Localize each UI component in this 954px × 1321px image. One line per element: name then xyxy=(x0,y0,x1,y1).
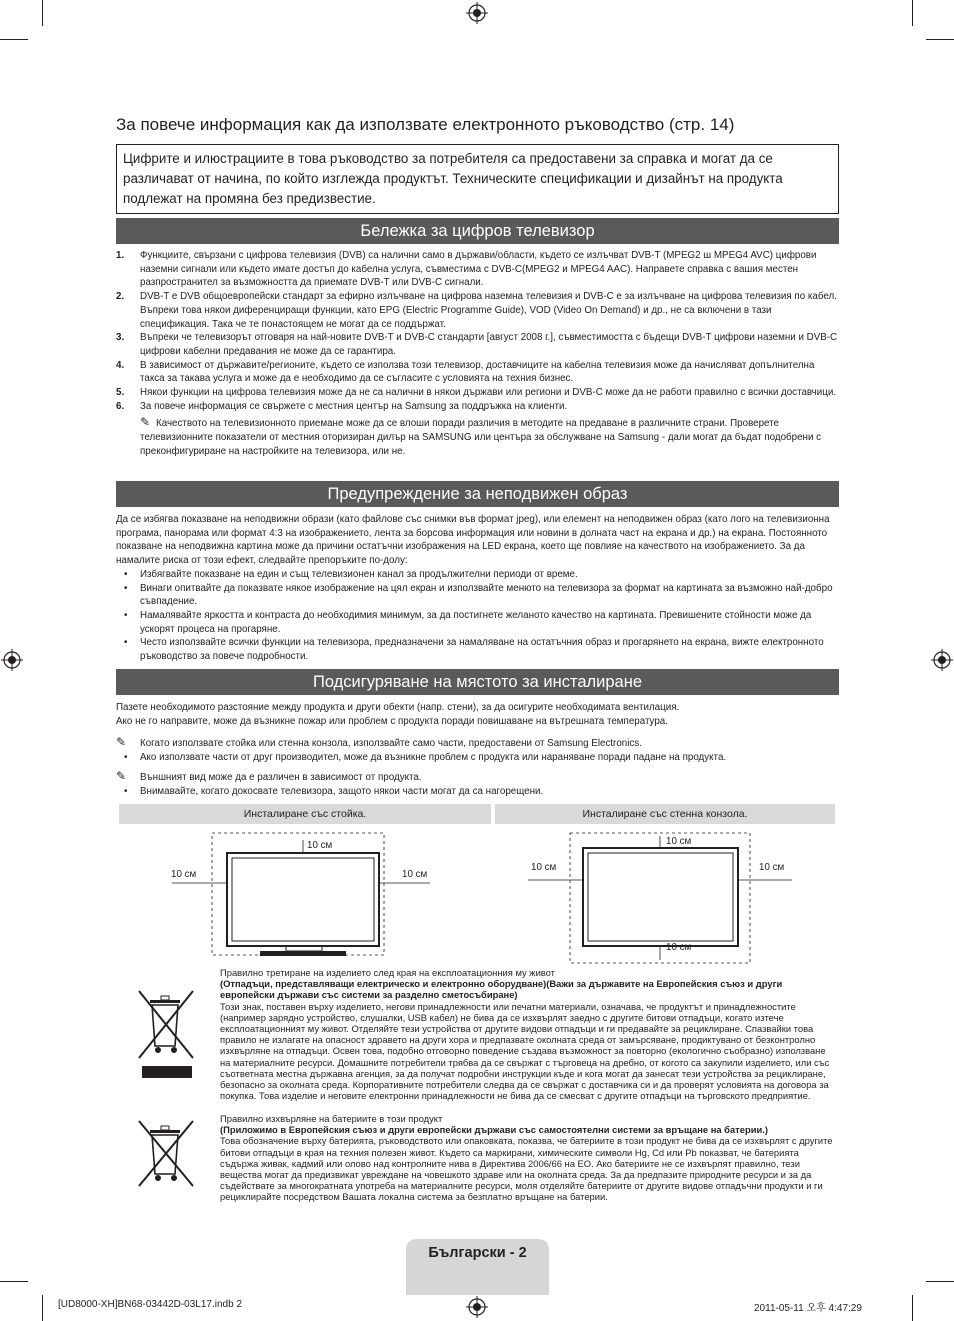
weee-subtitle: (Отпадъци, представляващи електрическо и електронно оборудване)(Важи за държавите на Европейския съюз и други европейски държави със системи за разделно сметосъбиране) xyxy=(220,978,783,1001)
crop-mark xyxy=(42,0,43,26)
weee-body: Този знак, поставен върху изделието, негови принадлежности или печатни материали, означава, че продуктът и принадлежностите (например зарядно устройство, слушалки, USB кабел) не бива да се изхвърлят заедно с другите битови отпадъци, когато изтече експлоатационният му живот. Отделяйте тези устройства от другите видови отпадъци и ги предавайте за рециклиране. Спазвайки това правило не излагате на опасност здравето на други хора и предпазвате околната среда от замърсяване, продиктувано от безконтролно изхвърляне на отпадъци. Освен това, подобно отговорно поведение създава възможност за повторно (екологично съобразно) използване на материалните ресурси. Домашните потребители трябва да се свържат с търговеца на дребно, от когото са закупили изделието, или със съответната местна държавна агенция, за да получат подробни инструкции къде и кога могат да занесат тези устройства за рециклиране, безопасно за околната среда. Корпоративните потребители следва да се свържат с доставчика си и да проверят условията на договора за покупка. Това изделие и неговите електронни принадлежности не бива да се смесват с другите отпадъци на търговското предприятие. xyxy=(220,1000,830,1102)
battery-disposal-text xyxy=(220,1113,836,1203)
list-item: • Избягвайте показване на един и същ телевизионен канал за продължителни периоди от време. xyxy=(116,568,838,582)
crop-mark xyxy=(0,1281,28,1282)
crossed-out-battery-bin-icon xyxy=(136,1118,196,1190)
list-item: • Винаги опитвайте да показвате някое изображение на цял екран и използвайте менюто на телевизора за формат на картината за възможно най-добро съвпадение. xyxy=(116,582,838,609)
list-item: 5. Някои функции на цифрова телевизия може да не са налични в някои държави или региони и DVB-C може да не работи правилно с всички доставчици. xyxy=(116,387,837,399)
crossed-out-bin-icon xyxy=(136,988,196,1080)
clearance-top-label: 10 см xyxy=(307,840,333,851)
clearance-left-label: 10 см xyxy=(531,862,557,873)
page-title: За повече информация как да използвате електронното ръководство (стр. 14) xyxy=(116,115,735,134)
clearance-right-label: 10 см xyxy=(759,862,785,873)
still-image-tips xyxy=(116,568,838,664)
registration-mark-icon xyxy=(1,649,23,671)
weee-title: Правилно третиране на изделието след края на експлоатационния му живот xyxy=(220,967,555,978)
list-item: • Намалявайте яркостта и контраста до необходимия минимум, за да постигнете желаното качество на картината. Превишените стойности може да ускорят процеса на прогаряне. xyxy=(116,609,838,636)
list-item: 6. За повече информация се свържете с местния център на Samsung за поддръжка на клиенти. xyxy=(116,400,568,412)
list-item: • Внимавайте, когато докосвате телевизора, защото някои части могат да са нагорещени. xyxy=(116,785,838,799)
file-slug: [UD8000-XH]BN68-03442D-03L17.indb 2 xyxy=(58,1299,243,1310)
note-pencil-icon: ✎ xyxy=(140,415,151,430)
note-item: ✎ Качеството на телевизионното приемане може да се влоши поради различия в методите на предаване в различните страни. Проверете телевизионните показатели от местния оторизиран дилър на SAMSUNG или центъра за обслужване на Samsung - дали могат да бъдат подобрени с преконфигуриране на настройките на телевизора, или не. xyxy=(140,415,822,457)
clearance-left-label: 10 см xyxy=(171,869,197,880)
installation-note-1: ✎ Когато използвате стойка или стенна конзола, използвайте само части, предоставени от Samsung Electronics. • Ако използвате части от друг производител, може да възникне проблем с продукта или нараняване поради падане на продукта. xyxy=(116,736,838,764)
list-item: 3. Въпреки че телевизорът отговаря на най-новите DVB-T и DVB-C стандарти [август 2008 г.], съвместимостта с бъдещи DVB-T цифрови наземни и DVB-C цифрови кабелни предавания не може да се гарантира. xyxy=(116,332,838,357)
registration-mark-icon xyxy=(466,1296,488,1318)
section-heading-still-image: Предупреждение за неподвижен образ xyxy=(116,481,839,507)
disclaimer-box: Цифрите и илюстрациите в това ръководство за потребителя са предоставени за справка и могат да се различават от начина, по който изглежда продуктът. Техническите спецификации и дизайнът на продукта подлежат на промяна без предизвестие. xyxy=(116,144,839,214)
print-timestamp: 2011-05-11 오후 4:47:29 xyxy=(754,1303,862,1314)
list-item: 2. DVB-T е DVB общоевропейски стандарт за ефирно излъчване на цифрова наземна телевизия и DVB-C е за излъчване на цифрова телевизия по кабел. Въпреки това някои диференциращи функции, като EPG (Electric Programme Guide), VOD (Video On Demand) и др., не са включени в тази спецификация. Така че те понастоящем не могат да се поддържат. xyxy=(116,291,837,330)
list-item: 1. Функциите, свързани с цифрова телевизия (DVB) са налични само в държави/области, където се излъчват DVB-T (MPEG2 ш MPEG4 AVC) цифрови наземни сигнали или където имате достъп до кабелна услуга, съвместима с DVB-C(MPEG2 и MPEG4 AAC). Направете справка с вашия местен разпространител за възможността да приемате DVB-T или DVB-C сигнали. xyxy=(116,250,817,289)
registration-mark-icon xyxy=(931,649,953,671)
note-pencil-icon: ✎ xyxy=(116,769,127,783)
crop-mark xyxy=(912,0,913,26)
still-image-content xyxy=(116,513,838,664)
registration-mark-icon xyxy=(466,2,488,24)
list-item: • Ако използвате части от друг производител, може да възникне проблем с продукта или нараняване поради падане на продукта. xyxy=(116,751,838,765)
installation-note-2: ✎ Външният вид може да е различен в зависимост от продукта. • Внимавайте, когато докосвате телевизора, защото някои части могат да са нагорещени. xyxy=(116,770,838,798)
section-heading-installation: Подсигуряване на мястото за инсталиране xyxy=(116,669,839,695)
crop-mark xyxy=(912,1295,913,1321)
crop-mark xyxy=(0,39,28,40)
clearance-right-label: 10 см xyxy=(402,869,428,880)
battery-body: Това обозначение върху батерията, ръководството или опаковката, показва, че батериите в този продукт не бива да се изхвърлят с другите битови отпадъци в края на техния полезен живот. Където са маркирани, химическите символи Hg, Cd или Pb показват, че батерията съдържа живак, кадмий или олово над контролните нива в Директива 2006/66 на ЕО. Ако батериите не се изхвърлят правилно, тези вещества могат да предизвикат увреждане на човешкото здраве или на околната среда. За да предпазите природните ресурси и за да съдействате за многократната употреба на материалните ресурси, моля отделяйте батериите от другите видове отпадъчни продукти и ги рециклирайте посредством Вашата локална система за безплатно връщане на батерии. xyxy=(220,1135,833,1203)
weee-disposal-text xyxy=(220,967,836,1101)
section-heading-digital-tv: Бележка за цифров телевизор xyxy=(116,218,839,244)
clearance-top-label: 10 см xyxy=(666,836,692,847)
stand-install-label: Инсталиране със стойка. xyxy=(119,804,491,824)
installation-intro: Пазете необходимото разстояние между продукта и други обекти (напр. стени), за да осигурите необходимата вентилация. Ако не го направите, може да възникне пожар или проблем с продукта поради повишаване на вътрешната температура. xyxy=(116,702,680,727)
still-image-intro: Да се избягва показване на неподвижни образи (като файлове със снимки във формат jpeg), или елемент на неподвижен образ (като лого на телевизионна програма, панорама или формат 4:3 на изображението, лента за борсова информация или новини в долната част на екрана и др.) на екрана. Постоянното показване на неподвижна картина може да причини остатъчни изображения на LED екрана, което ще повлияе на качеството на изображението. За да намалите риска от този ефект, следвайте препоръките по-долу: xyxy=(116,514,830,567)
crop-mark xyxy=(926,1281,954,1282)
page-number: Български - 2 xyxy=(428,1245,527,1261)
digital-tv-list xyxy=(116,249,841,459)
battery-subtitle: (Приложимо в Европейския съюз и други европейски държави със самостоятелни системи за връщане на батерии.) xyxy=(220,1124,768,1136)
clearance-bottom-label: 10 см xyxy=(666,942,692,953)
crop-mark xyxy=(42,1295,43,1321)
battery-title: Правилно изхвърляне на батериите в този продукт xyxy=(220,1113,443,1124)
note-pencil-icon: ✎ xyxy=(116,735,127,749)
wall-install-label: Инсталиране със стенна конзола. xyxy=(495,804,835,824)
list-item: • Често използвайте всички функции на телевизора, предназначени за намаляване на остатъчния образ и прогарянето на екрана, вижте електронното ръководство за повече подробности. xyxy=(116,636,838,663)
list-item: 4. В зависимост от държавите/регионите, където се използва този телевизор, доставчиците на кабелна телевизия може да начисляват допълнителна такса за такава услуга и може да е необходимо да се съгласите с условията на техния бизнес. xyxy=(116,359,815,385)
crop-mark xyxy=(926,39,954,40)
